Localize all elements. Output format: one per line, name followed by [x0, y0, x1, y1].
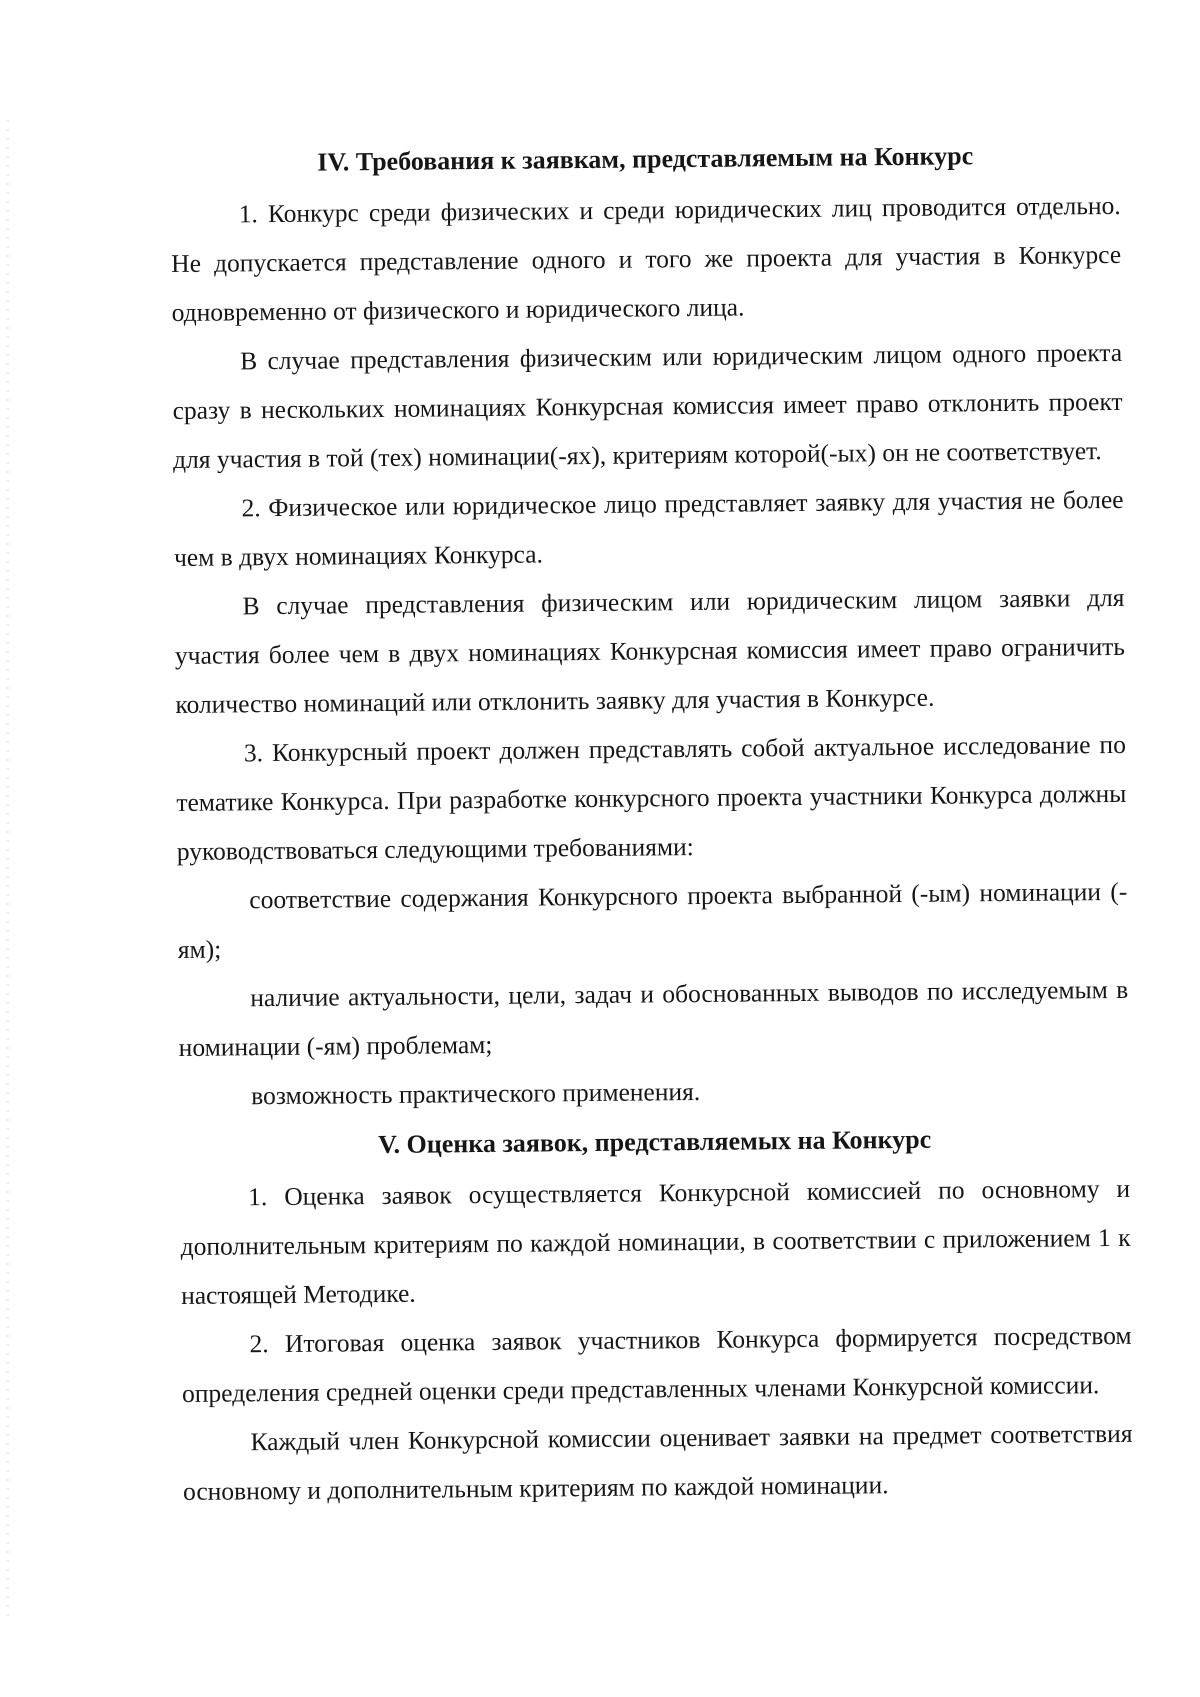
- section-4-paragraph-1: 1. Конкурс среди физических и среди юридических лиц проводится отдельно. Не допускается представление одного и того же проекта для участия в Конкурсе одновременно от физического и юридического лица.: [171, 190, 1122, 327]
- requirement-item-1: соответствие содержания Конкурсного проекта выбранной (-ым) номинации (-ям);: [177, 876, 1128, 964]
- section-4-paragraph-4: В случае представления физическим или юридическим лицом заявки для участия более чем в двух номинациях Конкурсная комиссия имеет право ограничить количество номинаций или отклонить заявку для участия в Конкурсе.: [174, 582, 1126, 719]
- requirement-item-3: возможность практического применения.: [251, 1076, 701, 1111]
- scan-edge-marks: [6, 120, 9, 1620]
- section-5-paragraph-3: Каждый член Конкурсной комиссии оценивает заявки на предмет соответствия основному и дополнительным критериям по каждой номинации.: [182, 1418, 1133, 1506]
- section-4-paragraph-2: В случае представления физическим или юридическим лицом одного проекта сразу в нескольких номинациях Конкурсная комиссия имеет право отклонить проект для участия в той (тех) номинации(-ях), критериям которой(-ых) он не соответствует.: [172, 337, 1123, 474]
- section-5-paragraph-2: 2. Итоговая оценка заявок участников Конкурса формируется посредством определения средней оценки среди представленных членами Конкурсной комиссии.: [181, 1320, 1132, 1408]
- document-body: [170, 129, 1133, 1516]
- requirement-item-2: наличие актуальности, цели, задач и обоснованных выводов по исследуемым в номинации (-ям) проблемам;: [178, 974, 1129, 1062]
- section-4-heading: IV. Требования к заявкам, представляемым на Конкурс: [317, 141, 974, 177]
- section-4-paragraph-5: 3. Конкурсный проект должен представлять собой актуальное исследование по тематике Конкурса. При разработке конкурсного проекта участники Конкурса должны руководствоваться следующими требованиями:: [176, 729, 1127, 866]
- section-5-paragraph-1: 1. Оценка заявок осуществляется Конкурсной комиссией по основному и дополнительным критериям по каждой номинации, в соответствии с приложением 1 к настоящей Методике.: [180, 1173, 1131, 1310]
- section-4-paragraph-3: 2. Физическое или юридическое лицо представляет заявку для участия не более чем в двух номинациях Конкурса.: [173, 484, 1124, 572]
- section-5-heading: V. Оценка заявок, представляемых на Конкурс: [378, 1124, 932, 1160]
